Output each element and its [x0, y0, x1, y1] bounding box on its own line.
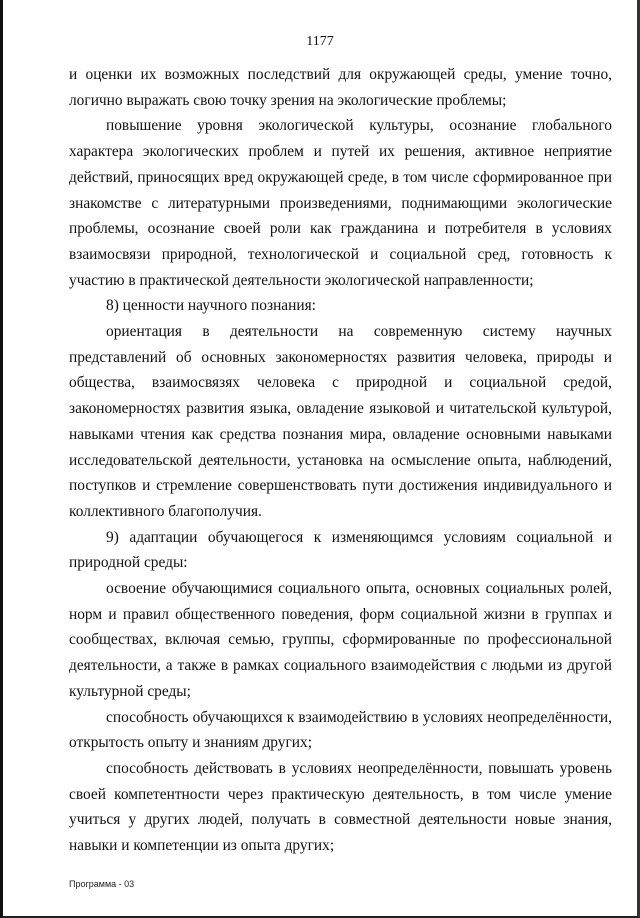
- section-heading-adaptation: 9) адаптации обучающегося к изменяющимся условиям социальной и природной среды:: [69, 528, 612, 572]
- footer-label: Программа - 03: [69, 879, 135, 889]
- paragraph-action-ability: способность действовать в условиях неопределённости, повышать уровень своей компетентности через практическую деятельность, в том числе умение учиться у других людей, получать в совместной деятельности новые знания, навыки и компетенции из опыта других;: [69, 759, 612, 855]
- document-body: [69, 62, 612, 859]
- page-number: 1177: [306, 34, 334, 49]
- paragraph-social-experience: освоение обучающимися социального опыта, основных социальных ролей, норм и правил общественного поведения, форм социальной жизни в группах и сообществах, включая семью, группы, сформированные по профессиональной деятельности, а также в рамках социального взаимодействия с людьми из другой культурной среды;: [69, 580, 612, 700]
- paragraph-continuation: и оценки их возможных последствий для окружающей среды, умение точно, логично выражать свою точку зрения на экологические проблемы;: [69, 66, 612, 109]
- section-heading-scientific-values: 8) ценности научного познания:: [106, 297, 316, 315]
- paragraph-interaction-ability: способность обучающихся к взаимодействию в условиях неопределённости, открытость опыту и знаниям других;: [69, 708, 612, 752]
- paragraph-scientific-orientation: ориентация в деятельности на современную систему научных представлений об основных закономерностях развития человека, природы и общества, взаимосвязях человека с природной и социальной средой, закономерностях развития языка, овладение языковой и читательской культурой, навыками чтения как средства познания мира, овладение основными навыками исследовательской деятельности, установка на осмысление опыта, наблюдений, поступков и стремление совершенствовать пути достижения индивидуального и коллективного благополучия.: [69, 323, 612, 520]
- paragraph-ecological-culture: повышение уровня экологической культуры, осознание глобального характера экологических проблем и путей их решения, активное неприятие действий, приносящих вред окружающей среде, в том числе сформированное при знакомстве с литературными произведениями, поднимающими экологические проблемы, осознание своей роли как гражданина и потребителя в условиях взаимосвязи природной, технологической и социальной сред, готовность к участию в практической деятельности экологической направленности;: [69, 117, 612, 289]
